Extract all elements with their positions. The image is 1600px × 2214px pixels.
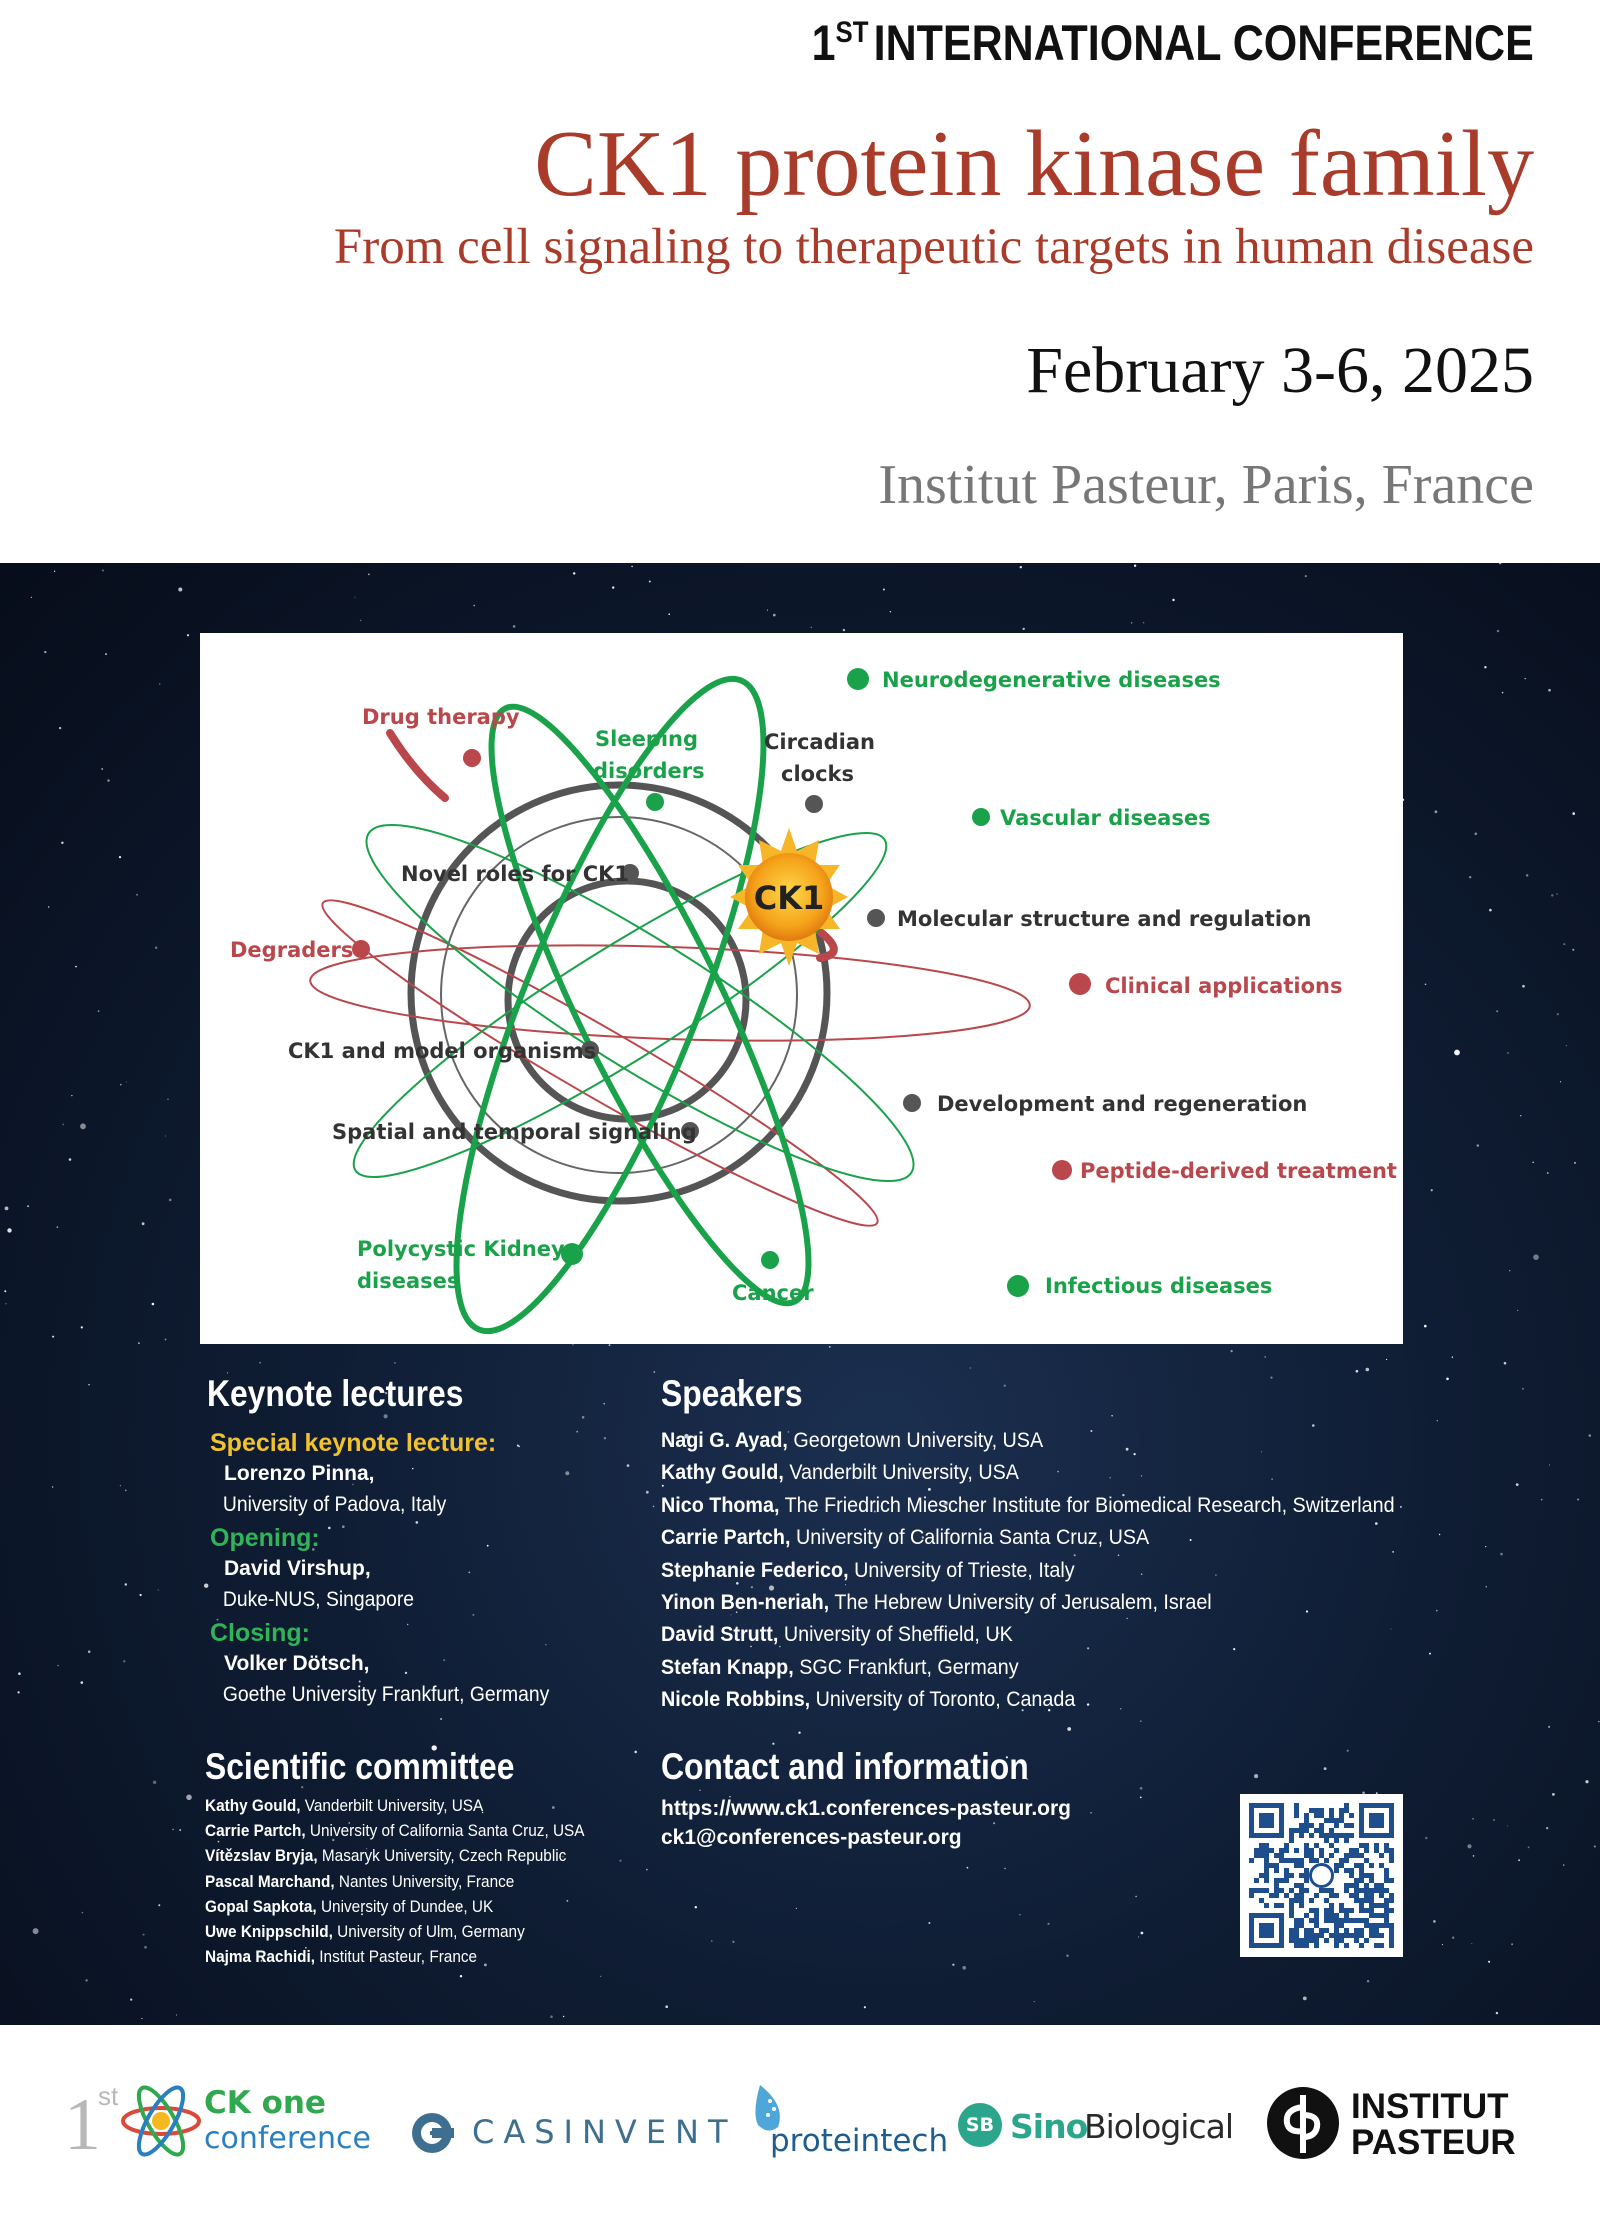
label-molecular: Molecular structure and regulation <box>897 907 1312 931</box>
proteintech-wordmark: proteintech <box>770 2123 949 2159</box>
committee-row-affiliation: University of California Santa Cruz, USA <box>309 1822 585 1841</box>
node-drug-therapy <box>463 749 481 767</box>
speaker-row-affiliation: The Hebrew University of Jerusalem, Israel <box>834 1591 1212 1615</box>
committee-row-name: Vítězslav Bryja, <box>205 1847 318 1866</box>
node-neurodegenerative <box>847 668 869 690</box>
page-title: CK1 protein kinase family <box>534 112 1534 216</box>
speakers-heading: Speakers <box>661 1373 803 1414</box>
sinobiological-logo <box>958 2099 1248 2159</box>
speaker-row <box>661 1587 1526 1619</box>
speaker-row <box>661 1425 1526 1457</box>
closing-affiliation: Goethe University Frankfurt, Germany <box>222 1683 550 1706</box>
ckone-atom-icon <box>118 2081 204 2161</box>
node-infectious <box>1007 1275 1029 1297</box>
opening-affiliation: Duke-NUS, Singapore <box>222 1588 415 1611</box>
committee-row-affiliation: Masaryk University, Czech Republic <box>321 1847 567 1866</box>
committee-row <box>205 1920 633 1945</box>
diagram-canvas <box>200 633 1403 1344</box>
keynote-section <box>207 1373 627 1710</box>
committee-row-name: Gopal Sapkota, <box>205 1897 317 1916</box>
conference-label <box>812 14 1534 72</box>
label-circadian-1: Circadian <box>764 730 875 754</box>
speaker-row-affiliation: Vanderbilt University, USA <box>789 1461 1019 1485</box>
event-venue: Institut Pasteur, Paris, France <box>878 454 1534 516</box>
pasteur-word-2: PASTEUR <box>1351 2123 1516 2162</box>
ckone-conference-word: conference <box>204 2121 371 2156</box>
committee-row-affiliation: University of Dundee, UK <box>320 1897 494 1916</box>
closing-label: Closing: <box>210 1619 310 1647</box>
speaker-row-affiliation: The Friedrich Miescher Institute for Biomedical Research, Switzerland <box>784 1493 1395 1517</box>
special-keynote-label: Special keynote lecture: <box>210 1429 497 1457</box>
speaker-row-name: David Strutt, <box>661 1623 779 1647</box>
label-clinical: Clinical applications <box>1105 974 1343 998</box>
ckone-conference-logo <box>64 2075 384 2165</box>
committee-row-affiliation: Vanderbilt University, USA <box>304 1797 484 1815</box>
speaker-row <box>661 1652 1526 1684</box>
ck1-atom-diagram <box>200 633 1403 1344</box>
speaker-row-affiliation: SGC Frankfurt, Germany <box>799 1655 1019 1679</box>
qr-code[interactable] <box>1240 1794 1403 1957</box>
committee-row <box>205 1819 633 1844</box>
speakers-list <box>661 1425 1581 1717</box>
speaker-row-affiliation: University of Sheffield, UK <box>783 1623 1013 1647</box>
committee-row <box>205 1870 633 1895</box>
event-date: February 3-6, 2025 <box>1026 334 1534 407</box>
label-spatial: Spatial and temporal signaling <box>332 1120 697 1144</box>
speaker-row <box>661 1522 1526 1554</box>
speaker-row-name: Carrie Partch, <box>661 1526 791 1550</box>
committee-list <box>205 1794 665 1970</box>
red-orbit-accent-top <box>390 733 445 798</box>
node-clinical <box>1069 973 1091 995</box>
label-circadian-2: clocks <box>781 762 854 786</box>
opening-name: David Virshup, <box>224 1557 371 1580</box>
committee-row-name: Carrie Partch, <box>205 1822 306 1841</box>
label-cancer: Cancer <box>732 1281 814 1305</box>
speaker-row <box>661 1555 1526 1587</box>
speaker-row-affiliation: Georgetown University, USA <box>793 1429 1044 1452</box>
speakers-section <box>661 1373 1581 1717</box>
contact-email[interactable]: ck1@conferences-pasteur.org <box>661 1826 962 1849</box>
speaker-row <box>661 1619 1526 1651</box>
label-infectious: Infectious diseases <box>1045 1274 1273 1298</box>
speaker-row-name: Stephanie Federico, <box>661 1558 849 1582</box>
contact-heading: Contact and information <box>661 1746 1029 1787</box>
label-sleeping-2: disorders <box>593 759 705 783</box>
node-degraders <box>352 940 370 958</box>
institut-pasteur-logo <box>1265 2085 1545 2165</box>
speaker-row-name: Yinon Ben-neriah, <box>661 1591 830 1615</box>
speaker-row-affiliation: University of Toronto, Canada <box>815 1688 1076 1712</box>
committee-row-name: Najma Rachidi, <box>205 1948 316 1967</box>
conference-label-text: INTERNATIONAL CONFERENCE <box>873 15 1534 71</box>
committee-row-name: Kathy Gould, <box>205 1797 301 1815</box>
pasteur-word-1: INSTITUT <box>1351 2087 1509 2126</box>
label-novel-roles: Novel roles for CK1 <box>401 862 630 886</box>
node-circadian <box>805 795 823 813</box>
label-sleeping-1: Sleeping <box>595 727 699 751</box>
label-peptide: Peptide-derived treatment <box>1080 1159 1397 1183</box>
ckone-ordinal: 1 <box>64 2084 101 2166</box>
sinobiological-biological: Biological <box>1084 2107 1234 2146</box>
committee-row-name: Pascal Marchand, <box>205 1872 335 1891</box>
speaker-row-name: Kathy Gould, <box>661 1461 784 1485</box>
proteintech-logo <box>748 2083 948 2173</box>
committee-row-name: Uwe Knippschild, <box>205 1923 333 1942</box>
label-polycystic-1: Polycystic Kidney <box>357 1237 565 1261</box>
contact-url[interactable]: https://www.ck1.conferences-pasteur.org <box>661 1797 1071 1820</box>
pasteur-emblem-icon <box>1265 2085 1341 2161</box>
committee-section <box>205 1746 665 1970</box>
conference-ordinal-suffix: ST <box>835 16 869 49</box>
speaker-row <box>661 1457 1526 1489</box>
sinobiological-sino: Sino <box>1010 2107 1088 2146</box>
inner-gray-ring <box>508 881 746 1119</box>
sinobiological-badge-icon: SB <box>958 2103 1002 2147</box>
committee-row <box>205 1945 633 1970</box>
poster-header <box>0 0 1600 563</box>
node-development <box>903 1094 921 1112</box>
contact-section <box>661 1746 1221 1852</box>
node-molecular <box>867 909 885 927</box>
label-model-organisms: CK1 and model organisms <box>288 1039 597 1063</box>
casinvent-emblem-icon <box>410 2111 454 2155</box>
ckone-ordinal-suffix: st <box>98 2081 119 2111</box>
opening-label: Opening: <box>210 1524 320 1552</box>
keynote-heading: Keynote lectures <box>207 1373 464 1414</box>
ck1-center-label: CK1 <box>753 879 825 917</box>
label-drug-therapy: Drug therapy <box>362 705 520 729</box>
committee-row <box>205 1794 633 1819</box>
label-development: Development and regeneration <box>937 1092 1308 1116</box>
speaker-row-name: Stefan Knapp, <box>661 1655 794 1679</box>
ckone-name: CK one <box>204 2085 326 2121</box>
label-vascular: Vascular diseases <box>1000 806 1211 830</box>
committee-heading: Scientific committee <box>205 1746 515 1787</box>
node-peptide <box>1052 1160 1072 1180</box>
special-keynote-affiliation: University of Padova, Italy <box>222 1493 447 1516</box>
speaker-row <box>661 1490 1526 1522</box>
sponsor-footer <box>0 2025 1600 2214</box>
committee-row-affiliation: University of Ulm, Germany <box>337 1923 525 1942</box>
speaker-row-affiliation: University of California Santa Cruz, USA <box>795 1526 1150 1550</box>
label-neurodegenerative: Neurodegenerative diseases <box>882 668 1221 692</box>
speaker-row-affiliation: University of Trieste, Italy <box>854 1558 1075 1582</box>
speaker-row <box>661 1684 1526 1716</box>
starfield-section <box>0 563 1600 2025</box>
committee-row <box>205 1844 633 1869</box>
speaker-row-name: Nagi G. Ayad, <box>661 1429 788 1452</box>
qr-code-graphic <box>1240 1794 1403 1957</box>
conference-ordinal: 1 <box>811 15 836 71</box>
casinvent-wordmark: CASINVENT <box>472 2113 737 2151</box>
committee-row <box>205 1895 633 1920</box>
label-polycystic-2: diseases <box>357 1269 460 1293</box>
label-degraders: Degraders <box>230 938 354 962</box>
node-sleeping <box>646 793 664 811</box>
speaker-row-name: Nicole Robbins, <box>661 1688 811 1712</box>
speaker-row-name: Nico Thoma, <box>661 1493 780 1517</box>
green-orbit-c <box>335 779 946 1227</box>
committee-row-affiliation: Nantes University, France <box>338 1872 515 1891</box>
casinvent-logo <box>410 2111 737 2161</box>
node-vascular <box>972 808 990 826</box>
special-keynote-name: Lorenzo Pinna, <box>224 1462 375 1485</box>
closing-name: Volker Dötsch, <box>224 1652 370 1675</box>
page-subtitle: From cell signaling to therapeutic targets in human disease <box>333 219 1534 275</box>
committee-row-affiliation: Institut Pasteur, France <box>319 1948 478 1967</box>
node-cancer <box>761 1251 779 1269</box>
